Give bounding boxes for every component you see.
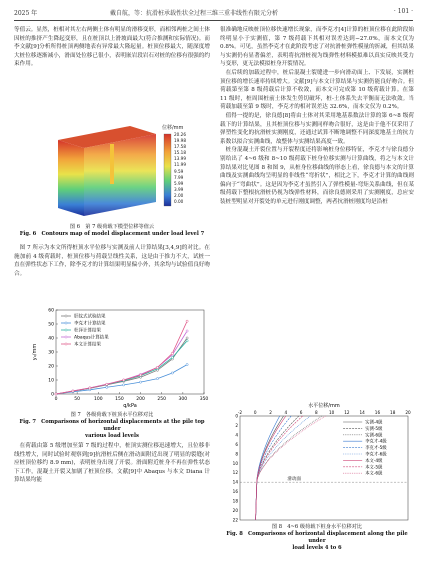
legend-label: 李克才计算结果 — [74, 321, 106, 327]
left-tick-label: 22 — [232, 517, 238, 523]
header-center: 戴自航，等：抗滑桩承载性状全过程三维三重非线性有限元分析 — [110, 10, 279, 17]
data-point — [186, 337, 188, 339]
figure-8-caption-cn: 图 8 4~6 级荷载下桩身水平位移对比 — [271, 524, 363, 530]
figure-7-caption — [14, 412, 210, 440]
data-point — [72, 390, 74, 392]
data-point — [156, 366, 158, 368]
figure-7-caption-cn: 图 7 各级荷载下桩顶水平位移对比 — [70, 412, 154, 418]
legend-label: 李克才-4级 — [365, 439, 387, 445]
y-tick-label: 10 — [48, 378, 54, 384]
y-tick-label: 40 — [48, 336, 54, 342]
top-tick-label: 4 — [284, 410, 288, 415]
paragraph: 在荷载由第 5 级增加至第 7 级的过程中，桩顶实测位移迅速增大，且位移非线性增大，同时试验时观察到[9]抗滑桩后侧在滑动面附近出现了明显的裂缝(对应桩顶位移约 8.9 mm)，表明桩身出现了开裂。滑面附近桩身不再在弹性状态下工作，混凝土开裂又加剧了桩顶位移。文献[9]中 Abaqus 与本文 Diana 计算结果均能 — [14, 443, 210, 484]
figure-8-caption — [220, 524, 414, 552]
profile-curve — [256, 416, 286, 520]
left-tick-label: 2 — [235, 422, 238, 428]
paragraph: 值得一提的是，徐良德[8]将由土体对其采用地基系数法计算的第 6~8 级荷载下的计算结果，且其桩顶位移与实测同样吻合很好，这是由于他不仅采用了弹塑性变化的抗滑桩实测刚度，还通过试算不断地调整不同深度地基土的抗力系数以拟合实测曲线，故整体与实测结果高度一致。 — [220, 112, 414, 145]
x-tick-label: 200 — [136, 397, 145, 402]
data-point — [106, 383, 108, 385]
figure-8-caption-en-1: Fig. 8 Comparisons of horizontal displacement along the pile under — [226, 531, 408, 544]
data-point — [186, 330, 188, 332]
top-tick-label: 16 — [374, 410, 381, 415]
figure-6-legend-values — [174, 132, 186, 205]
y-tick-label: 50 — [48, 322, 54, 328]
left-col-mid-text — [14, 244, 210, 278]
legend-label: 本文-4级 — [365, 458, 383, 464]
legend-label: 实测-6级 — [365, 433, 383, 439]
data-point — [123, 379, 125, 381]
left-tick-label: 8 — [235, 451, 238, 457]
data-point — [156, 378, 158, 380]
x-axis-label: q/kPa — [123, 403, 137, 409]
legend-label: 杜泽计算结果 — [74, 328, 101, 334]
header-left: 2025 年 — [14, 10, 38, 17]
left-tick-label: 4 — [235, 432, 238, 438]
legend-label: Abaqus计算结果 — [74, 335, 109, 341]
figure-6-legend-title: 位移/mm — [162, 125, 184, 131]
x-tick-label: 250 — [157, 397, 167, 402]
legend-value: 15.18 — [174, 150, 186, 156]
x-tick-label: 50 — [74, 397, 81, 402]
legend-value: 9.59 — [174, 168, 184, 174]
legend-label: 本文-5级 — [365, 465, 383, 471]
data-point — [139, 381, 141, 383]
legend-marker — [65, 315, 67, 317]
figure-6-caption-en: Fig. 6 Contours map of model displacement under load level 7 — [19, 231, 205, 237]
top-tick-label: 6 — [299, 410, 303, 415]
legend-value: 3.99 — [174, 186, 184, 192]
paragraph: 在后续的加载过程中，桩后混凝土裂缝进一步向滑动面上、下发展，实测桩顶位移的增长速率持续增大。文献[9]与本文计算结果与实测仍能良好吻合。但荷载第至第 8 级荷载后计算不收敛，而本文可完成第 10 级荷载计算。在第 11 级时，桩周围桩前土体发生剪切破坏，桩-土体系失去平衡而无法收敛。当荷载加载至第 9 级时，李克才的相对误差达 32.6%，而本文仅为 0.2%。 — [220, 69, 414, 111]
legend-value: 11.99 — [174, 162, 186, 168]
legend-value: 2.00 — [174, 192, 184, 198]
legend-marker — [65, 336, 67, 338]
profile-curve — [256, 416, 326, 520]
legend-colorbar — [164, 134, 171, 206]
data-point — [106, 386, 108, 388]
top-tick-label: 12 — [344, 410, 350, 415]
right-col-text — [220, 26, 414, 206]
legend-label: 实测-5级 — [365, 426, 383, 432]
data-point — [89, 387, 91, 389]
legend-marker — [65, 322, 67, 324]
y-tick-label: 60 — [48, 308, 54, 314]
top-tick-label: 10 — [328, 410, 335, 415]
legend-label: 李克才-5级 — [365, 446, 387, 452]
y-tick-label: 30 — [48, 350, 54, 356]
left-tick-label: 18 — [232, 498, 238, 504]
model-pile — [110, 144, 114, 184]
top-tick-label: -2 — [237, 410, 243, 415]
top-tick-label: 2 — [269, 410, 272, 415]
legend-value: 0.00 — [174, 199, 184, 205]
legend-value: 13.99 — [174, 156, 186, 162]
left-tick-label: 20 — [232, 508, 238, 514]
legend-value: 5.99 — [174, 180, 184, 186]
header-rule — [14, 20, 413, 21]
paragraph: 图 7 所示为本文所得桩顶水平位移与实测及前人计算结果[3,4,9]的对比。在施加前 4 级荷载时，桩顶位移与荷载呈线性关系，这是由于推力不大，试桩一直在弹性状态下工作，除李克才的计算结果明显偏小外，其余均与试验值良好吻合。 — [14, 245, 210, 277]
left-col-top-text — [14, 26, 210, 69]
data-point — [55, 393, 57, 395]
series-line — [56, 365, 187, 394]
figure-7-caption-en-1: Fig. 7 Comparisons of horizontal displacements at the pile top under — [19, 419, 205, 432]
model-front-face — [58, 140, 84, 216]
top-tick-label: 20 — [405, 410, 411, 415]
data-point — [171, 357, 173, 359]
left-tick-label: 16 — [232, 489, 238, 495]
left-tick-label: 10 — [232, 460, 238, 466]
legend-marker — [65, 329, 67, 331]
data-point — [123, 384, 125, 386]
data-point — [171, 372, 173, 374]
top-tick-label: 8 — [315, 410, 318, 415]
legend-value: 19.98 — [174, 138, 186, 144]
left-tick-label: 0 — [235, 413, 238, 419]
slip-surface-label: 滑动面 — [287, 477, 301, 483]
top-tick-label: 0 — [253, 410, 257, 415]
x-tick-label: 300 — [178, 397, 188, 402]
top-axis-label: 水平位移/mm — [308, 403, 340, 409]
data-point — [171, 352, 173, 354]
figure-6-caption-cn: 图 6 第 7 级荷载下模型位移等值云 — [69, 224, 155, 230]
legend-value: 20.26 — [174, 132, 186, 137]
top-tick-label: 14 — [359, 410, 365, 415]
paragraph: 桩身混凝土开裂位置与开裂程度还将影响桩身位移特征，李克才与徐良德分别给出了 4~6 级和 8~10 级荷载下桩身位移实测与计算曲线，将之与本文计算结果对比见图 8 和图 9，从桩身位移曲线的形态上看，徐良德与本文的计算曲线及实测曲线均呈明显的非线性“弯折状”，相比之下，李克才计算的曲线则偏向于“弯曲状”。这是因为李克才虽然引入了弹性模量-弯矩关系曲线，但在某级荷载下整根抗滑桩仍视为线弹性材料，而徐良德则采用了实测刚度，总应安装桩型明显对开裂处的单元进行刚度调整，两者抗滑桩刚度均是沿桩 — [220, 147, 414, 205]
x-tick-label: 100 — [93, 397, 103, 402]
legend-label: 李克才-6级 — [365, 452, 387, 458]
left-tick-label: 14 — [232, 479, 238, 485]
figure-7-caption-en-2: various load levels — [85, 433, 139, 439]
legend-label: 实测-4级 — [365, 420, 383, 426]
legend-marker — [65, 343, 67, 345]
figure-6-contour-svg — [52, 112, 212, 222]
y-tick-label: 20 — [48, 364, 54, 370]
model-side-face — [84, 134, 156, 216]
paragraph: 等值云。显然，桩相对其左右两侧土体有明显的滑移变形，而相邻两桩之间土体因桩的推挤产生降起变形，且在桩顶以上滑坡面最大(符合推测和实际情况)。而李文献[9]分析所得桩顶两侧地表有异常最大隆起量。桩顶位移最大，随深度增大桩位移逐渐减小，滑面处位移已很小，表明嵌岩段岩石对桩的位移有很强的约束作用。 — [14, 27, 210, 68]
y-tick-label: 0 — [51, 392, 54, 398]
figure-7 — [26, 306, 210, 412]
figure-8-chart — [226, 402, 412, 524]
data-point — [186, 340, 188, 342]
x-tick-label: 150 — [115, 397, 124, 402]
data-point — [139, 374, 141, 376]
legend-label: 本文计算结果 — [74, 342, 101, 348]
figure-6-caption — [14, 224, 210, 238]
data-point — [186, 364, 188, 366]
data-point — [186, 320, 188, 322]
legend-label: 本文-6级 — [365, 471, 383, 477]
legend-label: 肝纹式试验结果 — [74, 314, 106, 320]
profile-curve — [256, 416, 322, 520]
legend-value: 7.99 — [174, 174, 184, 180]
series-line — [56, 341, 187, 394]
top-tick-label: 18 — [390, 410, 396, 415]
paragraph: 很准确地反映桩顶位移快速增长现象，而李克才[4]计算的桩顶位移在此阶段始终明显小于实测值，第 7 级荷载下其相对误差达到−27.0%，而本文仅为 0.8%。可见，虽然李克才在此阶段考虑了对抗滑桩弹性模量的折减，但其结果与实测仍有显著偏差，表明将抗滑桩视为线弹性材料模拟难以真实反映其受力与变形，更无法模拟桩身开裂情况。 — [220, 27, 414, 68]
left-tick-label: 6 — [235, 441, 238, 447]
profile-curve — [256, 416, 311, 520]
figure-8 — [226, 402, 412, 524]
x-tick-label: 350 — [199, 397, 209, 402]
left-col-bottom-text — [14, 442, 210, 485]
header-right: · 101 · — [393, 8, 413, 15]
left-tick-label: 12 — [232, 470, 238, 476]
plot-frame — [240, 416, 408, 520]
figure-8-caption-en-2: load levels 4 to 6 — [292, 545, 342, 551]
y-axis-label: y₀/mm — [32, 343, 38, 361]
figure-6 — [52, 112, 212, 222]
x-tick-label: 0 — [54, 397, 58, 402]
figure-7-chart — [26, 306, 210, 412]
legend-value: 17.58 — [174, 144, 186, 150]
